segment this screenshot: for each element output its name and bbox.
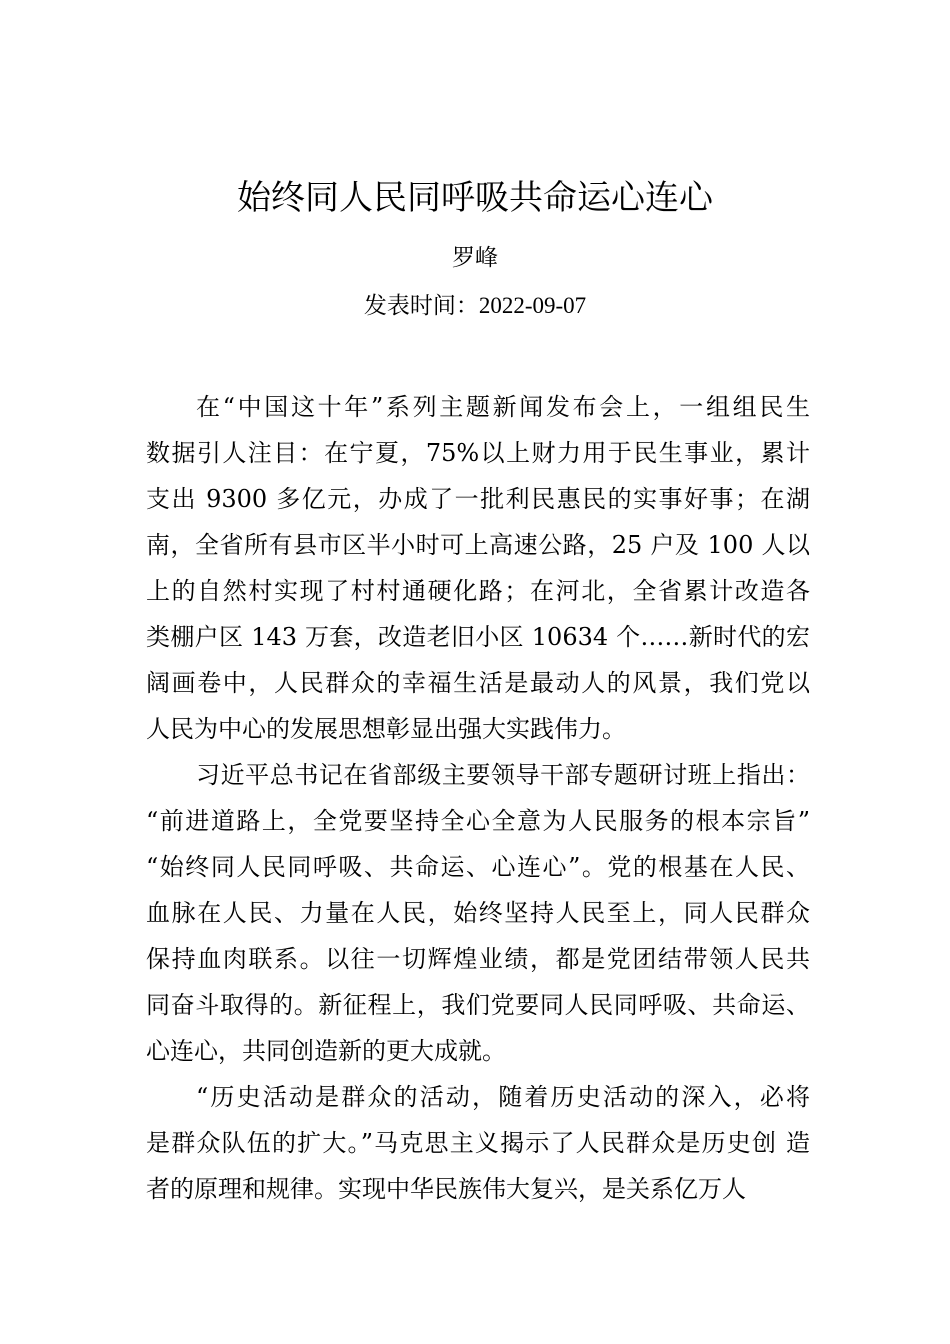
body-line: 者的原理和规律。实现中华民族伟大复兴，是关系亿万人 xyxy=(146,1175,746,1203)
article-author: 罗峰 xyxy=(452,245,498,271)
publish-date xyxy=(0,286,950,326)
body-line: 在“中国这十年”系列主题新闻发布会上，一组组民生 xyxy=(196,393,810,421)
body-line: “历史活动是群众的活动，随着历史活动的深入，必将 xyxy=(196,1083,810,1111)
article-body xyxy=(146,384,810,1212)
body-line: 血脉在人民、力量在人民，始终坚持人民至上，同人民群众 xyxy=(146,899,810,927)
body-line: 南，全省所有县市区半小时可上高速公路，25 户及 100 人以 xyxy=(146,531,810,559)
body-line: 人民为中心的发展思想彰显出强大实践伟力。 xyxy=(146,715,626,743)
body-line: “始终同人民同呼吸、共命运、心连心”。党的根基在人民、 xyxy=(146,853,810,881)
body-line: “前进道路上，全党要坚持全心全意为人民服务的根本宗旨” xyxy=(146,807,810,835)
body-line: 支出 9300 多亿元，办成了一批利民惠民的实事好事；在湖 xyxy=(146,485,810,513)
body-line: 心连心，共同创造新的更大成就。 xyxy=(146,1037,506,1065)
body-line: 习近平总书记在省部级主要领导干部专题研讨班上指出： xyxy=(196,761,810,789)
body-line: 同奋斗取得的。新征程上，我们党要同人民同呼吸、共命运、 xyxy=(146,991,810,1019)
publish-date-label: 发表时间： xyxy=(363,293,479,319)
body-line: 上的自然村实现了村村通硬化路；在河北，全省累计改造各 xyxy=(146,577,810,605)
body-line: 是群众队伍的扩大。”马克思主义揭示了人民群众是历史创 造 xyxy=(146,1129,810,1157)
body-line: 保持血肉联系。以往一切辉煌业绩，都是党团结带领人民共 xyxy=(146,945,810,973)
body-line: 数据引人注目：在宁夏，75%以上财力用于民生事业，累计 xyxy=(146,439,810,467)
article-title: 始终同人民同呼吸共命运心连心 xyxy=(237,178,713,218)
body-line: 类棚户区 143 万套，改造老旧小区 10634 个……新时代的宏 xyxy=(146,623,810,651)
publish-date-value: 2022-09-07 xyxy=(478,293,587,318)
body-line: 阔画卷中，人民群众的幸福生活是最动人的风景，我们党以 xyxy=(146,669,810,697)
